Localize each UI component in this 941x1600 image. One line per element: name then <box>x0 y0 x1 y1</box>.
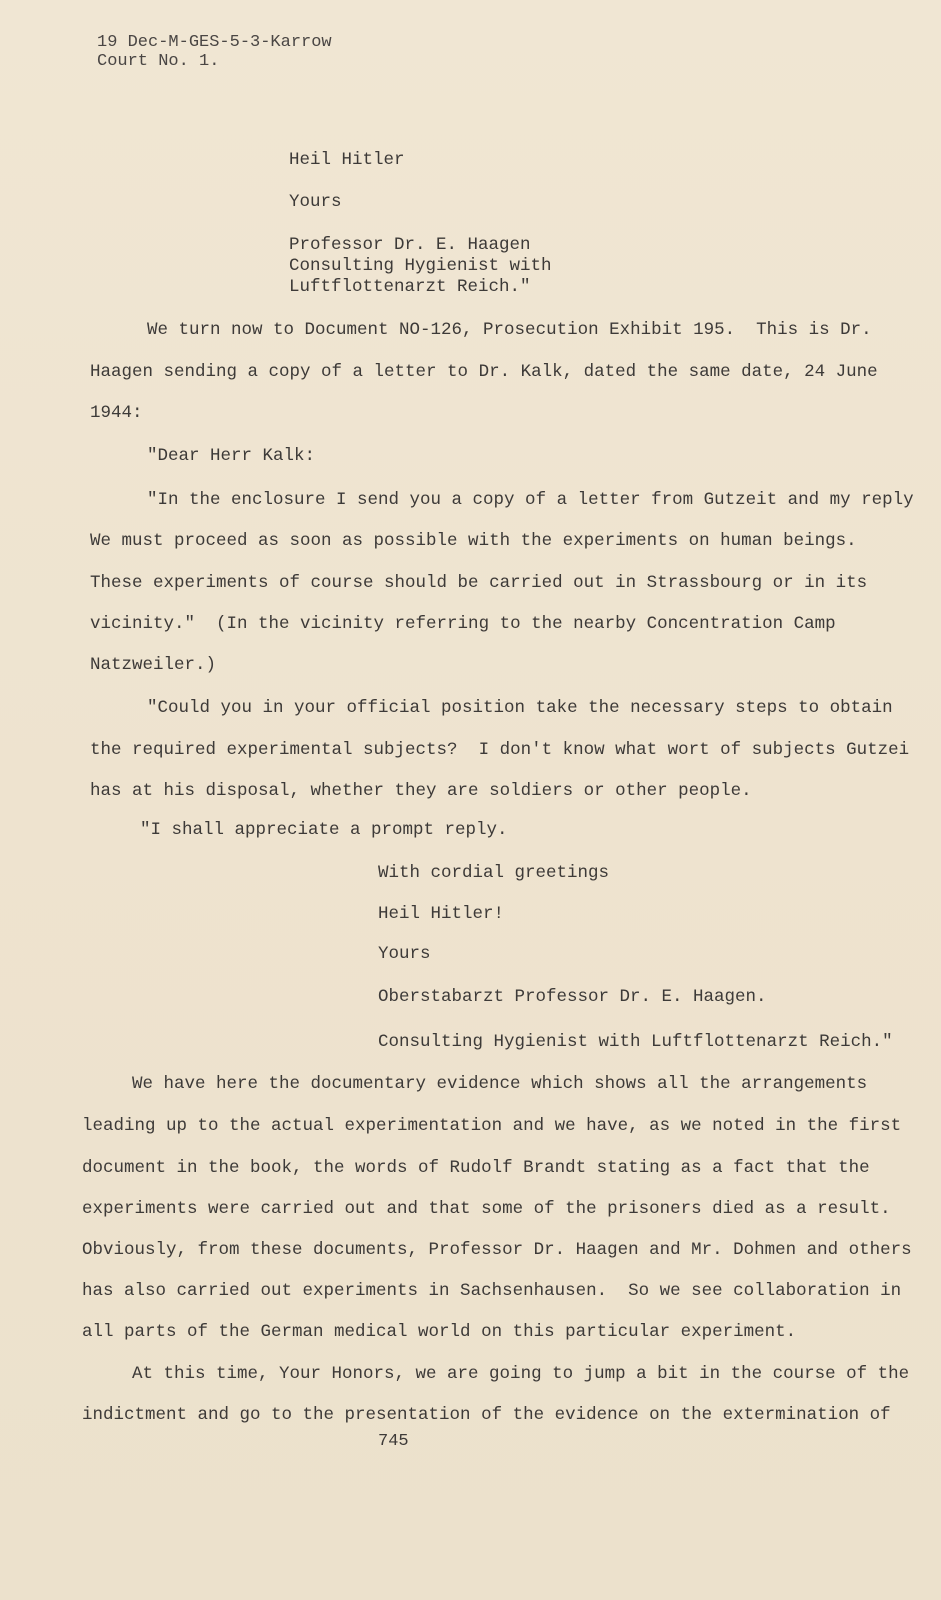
closing-greeting: With cordial greetings <box>378 863 610 883</box>
signature-line-3: Luftflottenarzt Reich." <box>289 277 531 297</box>
paragraph-line: document in the book, the words of Rudolf Brandt stating as a fact that the <box>82 1158 870 1178</box>
paragraph-line: "In the enclosure I send you a copy of a letter from Gutzeit and my reply <box>147 490 914 510</box>
paragraph-line: We must proceed as soon as possible with the experiments on human beings. <box>90 531 857 551</box>
paragraph-line: vicinity." (In the vicinity referring to the nearby Concentration Camp <box>90 614 836 634</box>
page-number: 745 <box>378 1432 409 1451</box>
paragraph-line: At this time, Your Honors, we are going to jump a bit in the course of the <box>132 1364 910 1384</box>
paragraph-line: leading up to the actual experimentation and we have, as we noted in the first <box>82 1116 902 1136</box>
paragraph-line: experiments were carried out and that some of the prisoners died as a result. <box>82 1199 891 1219</box>
signature-line-2: Consulting Hygienist with <box>289 256 552 276</box>
header-line-1: 19 Dec-M-GES-5-3-Karrow <box>97 33 332 52</box>
paragraph-line: Haagen sending a copy of a letter to Dr. Kalk, dated the same date, 24 June <box>90 362 878 382</box>
paragraph-line: "I shall appreciate a prompt reply. <box>140 820 508 840</box>
paragraph-line: all parts of the German medical world on this particular experiment. <box>82 1322 797 1342</box>
paragraph-line: 1944: <box>90 403 143 423</box>
header-line-2: Court No. 1. <box>97 52 220 71</box>
signature-line-1: Professor Dr. E. Haagen <box>289 235 531 255</box>
paragraph-line: These experiments of course should be carried out in Strassbourg or in its <box>90 573 868 593</box>
paragraph-line: "Could you in your official position take the necessary steps to obtain <box>147 698 893 718</box>
paragraph-line: indictment and go to the presentation of the evidence on the extermination of <box>82 1405 891 1425</box>
paragraph-line: Obviously, from these documents, Professor Dr. Haagen and Mr. Dohmen and others <box>82 1240 912 1260</box>
signature-line-1: Oberstabarzt Professor Dr. E. Haagen. <box>378 987 767 1007</box>
closing-yours: Yours <box>378 944 431 964</box>
closing-salute: Heil Hitler <box>289 150 405 170</box>
closing-salute: Heil Hitler! <box>378 904 505 924</box>
paragraph-line: Natzweiler.) <box>90 655 217 675</box>
signature-line-2: Consulting Hygienist with Luftflottenarzt Reich." <box>378 1032 893 1052</box>
paragraph-line: has also carried out experiments in Sachsenhausen. So we see collaboration in <box>82 1281 902 1301</box>
paragraph-line: has at his disposal, whether they are soldiers or other people. <box>90 781 752 801</box>
letter-salutation: "Dear Herr Kalk: <box>147 446 316 466</box>
paragraph-line: We have here the documentary evidence which shows all the arrangements <box>132 1074 868 1094</box>
closing-yours: Yours <box>289 192 342 212</box>
paragraph-line: the required experimental subjects? I don't know what wort of subjects Gutzei <box>90 740 910 760</box>
paragraph-line: We turn now to Document NO-126, Prosecution Exhibit 195. This is Dr. <box>147 320 872 340</box>
